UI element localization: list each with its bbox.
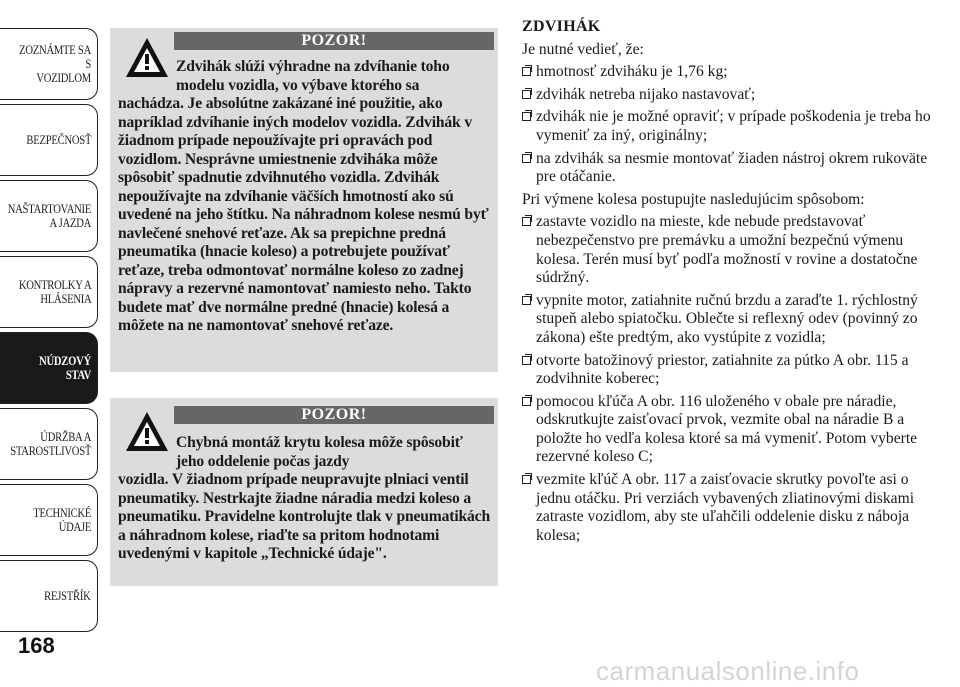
warning-text-rest: vozidla. V žiadnom prípade neupravujte plniaci ventil pneumatiky. Nestrkajte žiadne náradia medzi koleso a pneumatiku. Pravidelne kontrolujte tlak v pneumatikách a náhradnom kolese, riaďte sa pritom hodnotami uvedenými v kapitole „Technické údaje". <box>118 471 490 562</box>
facts-list <box>522 63 942 187</box>
list-item <box>522 150 942 187</box>
page-number: 168 <box>18 633 55 658</box>
list-item-text: zdvihák netreba nijako nastavovať; <box>536 85 756 103</box>
list-item <box>522 471 942 545</box>
warning-text-start: Chybná montáž krytu kolesa môže spôsobiť jeho oddelenie počas jazdy <box>176 434 463 470</box>
list-item-text: vypnite motor, zatiahnite ručnú brzdu a zaraďte 1. rýchlostný stupeň alebo spiatočku. Oblečte si reflexný odev (povinný zo zákona) ešte predtým, ako vystúpite z vozidla; <box>536 291 918 346</box>
tab-bezpecnost[interactable] <box>0 104 98 176</box>
checkbox-icon <box>522 154 531 163</box>
warning-box <box>110 398 498 586</box>
warning-title: POZOR! <box>174 32 494 50</box>
checkbox-icon <box>522 90 531 99</box>
list-item <box>522 63 942 82</box>
list-item-text: hmotnosť zdviháku je 1,76 kg; <box>536 63 728 81</box>
warning-triangle-icon <box>124 410 170 454</box>
tab-kontrolky[interactable] <box>0 256 98 328</box>
watermark: carmanualsonline.info <box>596 656 860 686</box>
list-item-text: vezmite kľúč A obr. 117 a zaisťovacie skrutky povoľte asi o jednu otáčku. Pri verziách vybavených zliatinovými diskami zatraste vozidlom, aby ste uľahčili oddelenie disku z nábojа kolesa; <box>536 471 915 544</box>
list-item <box>522 352 942 389</box>
tab-nudzovy-stav[interactable] <box>0 332 98 404</box>
warning-triangle-icon <box>124 36 170 80</box>
list-item <box>522 86 942 105</box>
tab-udrzba[interactable] <box>0 408 98 480</box>
list-item-text: pomocou kľúča A obr. 116 uloženého v obale pre náradie, odskrutkujte zaisťovací prvok, vezmite obal na náradie B a položte ho vedľa kolesa ktoré sa má vymeniť. Potom vyberte rezervné koleso C; <box>536 392 918 466</box>
procedure-intro: Pri výmene kolesa postupujte nasledujúcim spôsobom: <box>522 190 865 208</box>
tab-nastartovanie[interactable] <box>0 180 98 252</box>
tab-zoznamte-sa[interactable] <box>0 28 98 100</box>
checkbox-icon <box>522 217 531 226</box>
tab-label: KONTROLKY A HLÁSENIA <box>18 278 91 306</box>
list-item-text: zdvihák nie je možné opraviť; v prípade poškodenia je treba ho vymeniť za iný, originálny; <box>536 108 931 144</box>
tab-label: NÚDZOVÝ STAV <box>39 354 91 382</box>
checkbox-icon <box>522 296 531 305</box>
section-heading: ZDVIHÁK <box>522 18 601 35</box>
tab-label: TECHNICKÉ ÚDAJE <box>33 506 91 534</box>
list-item <box>522 213 942 287</box>
checkbox-icon <box>522 67 531 76</box>
main-column <box>522 18 942 549</box>
warning-box <box>110 28 498 372</box>
tab-label: NAŠTARTOVANIE A JAZDA <box>7 202 91 230</box>
list-item-text: otvorte batožinový priestor, zatiahnite za pútko A obr. 115 a zodvihnite koberec; <box>536 351 909 388</box>
steps-list <box>522 213 942 545</box>
tab-label: BEZPEČNOSŤ <box>26 133 91 147</box>
warning-title: POZOR! <box>174 406 494 424</box>
warning-text-rest: nachádza. Je absolútne zakázané iné použitie, ako napríklad zdvíhanie iných modelov vozidla. Zdvihák v žiadnom prípade nepoužívajte pri opravách pod vozidlom. Nesprávne umiestnenie zdviháka môže spôsobiť spadnutie zdvihnutého vozidla. Zdvihák nepoužívajte na zdvíhanie väčších hmotností ako sú uvedené na jeho štítku. Na náhradnom kolese nesmú byť navlečené snehové reťaze. Ak sa prepichne predná pneumatika (hnacie koleso) a potrebujete používať reťaze, treba odmontovať normálne koleso zo zadnej nápravy a rezervné namontovať namiesto neho. Takto budete mať dve normálne predné (hnacie) kolesá a môžete na ne namontovať snehové reťaze. <box>118 95 489 334</box>
tab-label: ÚDRŽBA A STAROSTLIVOSŤ <box>10 430 91 458</box>
intro-text: Je nutné vedieť, že: <box>522 40 644 58</box>
warning-text <box>118 28 490 336</box>
checkbox-icon <box>522 112 531 121</box>
tab-label: REJSTŘÍK <box>44 589 91 603</box>
tab-technicke-udaje[interactable] <box>0 484 98 556</box>
tab-label: ZOZNÁMTE SA S VOZIDLOM <box>19 43 91 85</box>
list-item-text: na zdvihák sa nesmie montovať žiaden nástroj okrem rukoväte pre otáčanie. <box>536 149 928 186</box>
checkbox-icon <box>522 356 531 365</box>
list-item <box>522 108 942 145</box>
list-item <box>522 292 942 348</box>
checkbox-icon <box>522 475 531 484</box>
list-item <box>522 393 942 467</box>
list-item-text: zastavte vozidlo na mieste, kde nebude predstavovať nebezpečenstvo pre premávku a umožní bezpečnú výmenu kolesa. Terén musí byť podľa možností v rovine a dostatočne súdržný. <box>536 213 918 287</box>
warning-text-start: Zdvihák slúži výhradne na zdvíhanie toho modelu vozidla, vo výbave ktorého sa <box>176 58 450 94</box>
tab-rejstrik[interactable] <box>0 560 98 632</box>
checkbox-icon <box>522 397 531 406</box>
